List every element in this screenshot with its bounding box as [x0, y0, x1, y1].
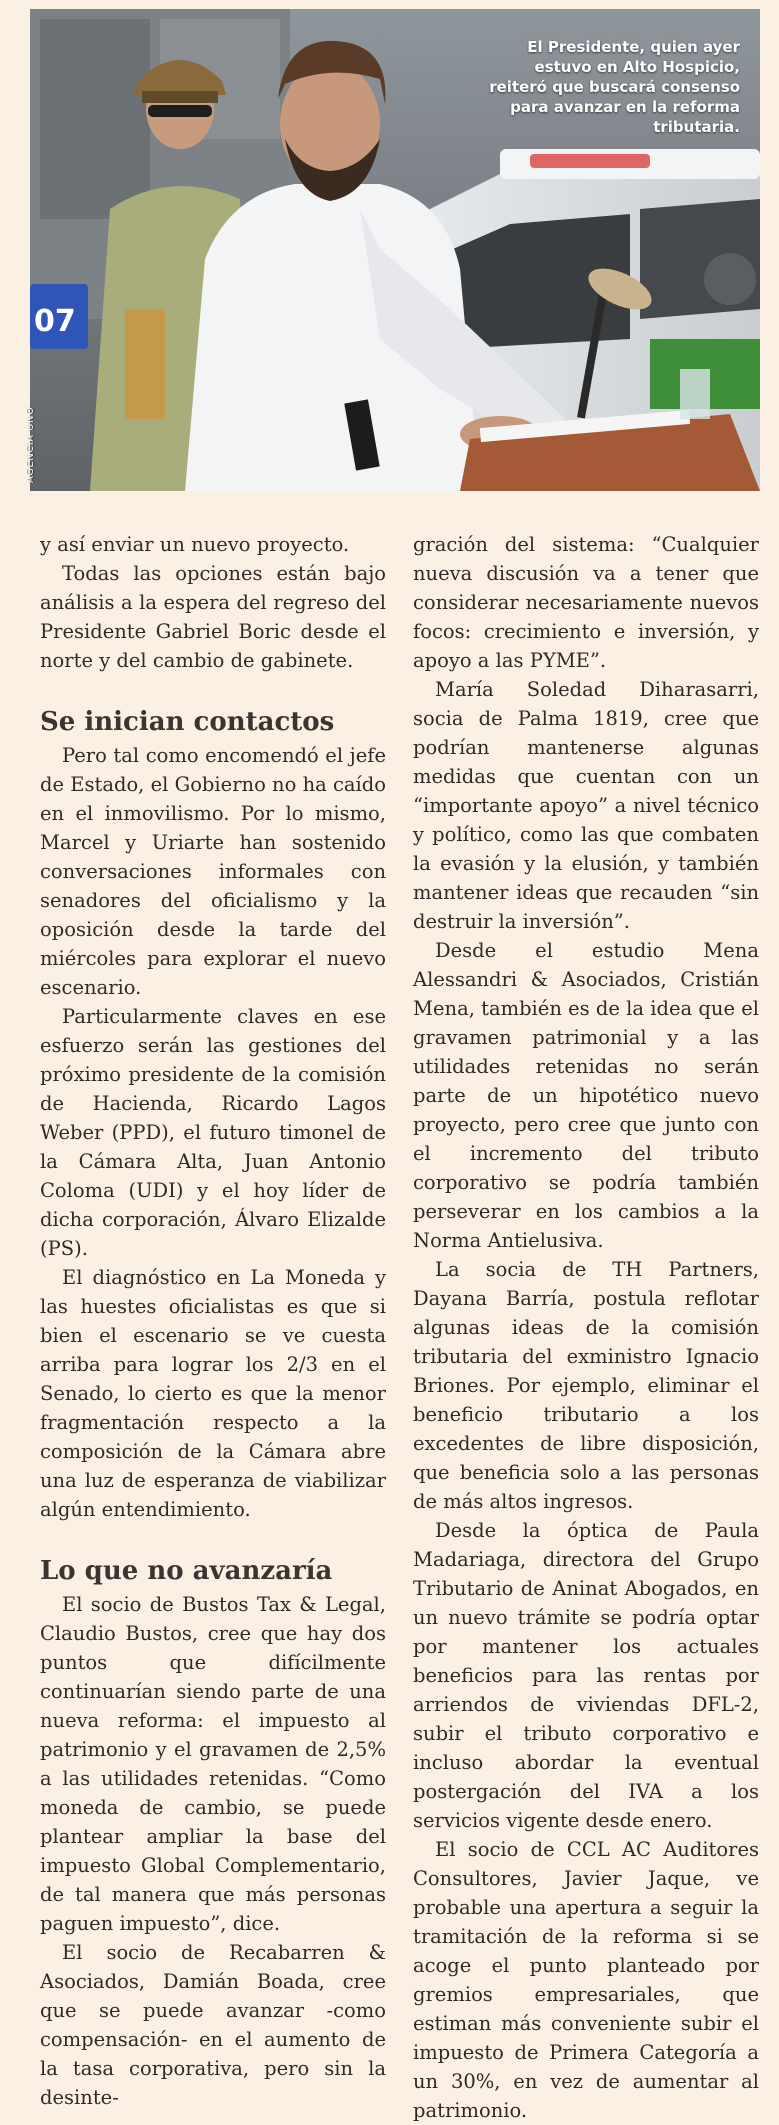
paragraph: y así enviar un nuevo proyecto.	[40, 533, 350, 556]
paragraph: Pero tal como encomendó el jefe de Estado, el Gobierno no ha caído en el inmovilismo. Por lo mismo, Marcel y Uriarte han sostenido conversaciones informales con senadores del oficialismo y la oposición desde la tarde del miércoles para explorar el nuevo escenario.	[40, 744, 386, 999]
sign-text: 07	[34, 304, 76, 339]
paragraph: El socio de CCL AC Auditores Consultores, Javier Jaque, ve probable una apertura a seguir la tramitación de la reforma si se acoge el punto planteado por gremios empresariales, que estiman más conveniente subir el impuesto de Primera Categoría a un 30%, en vez de aumentar al patrimonio.	[413, 1838, 759, 2122]
article-column-left	[40, 530, 386, 2112]
paragraph: gración del sistema: “Cualquier nueva discusión va a tener que considerar necesariamente nuevos focos: crecimiento e inversión, y apoyo a las PYME”.	[413, 533, 759, 672]
article-column-right	[413, 530, 759, 2125]
section-heading: Lo que no avanzaría	[40, 1556, 333, 1586]
paragraph: Todas las opciones están bajo análisis a la espera del regreso del Presidente Gabriel Boric desde el norte y del cambio de gabinete.	[40, 562, 386, 672]
paragraph: Particularmente claves en ese esfuerzo serán las gestiones del próximo presidente de la comisión de Hacienda, Ricardo Lagos Weber (PPD), el futuro timonel de la Cámara Alta, Juan Antonio Coloma (UDI) y el hoy líder de dicha corporación, Álvaro Elizalde (PS).	[40, 1005, 386, 1260]
paragraph: El socio de Recabarren & Asociados, Damián Boada, cree que se puede avanzar -como compensación- en el aumento de la tasa corporativa, pero sin la desinte-	[40, 1941, 386, 2109]
paragraph: Desde la óptica de Paula Madariaga, directora del Grupo Tributario de Aninat Abogados, en un nuevo trámite se podría optar por mantener los actuales beneficios para las rentas por arriendos de viviendas DFL-2, subir el tributo corporativo e incluso abordar la eventual postergación del IVA a los servicios vigente desde enero.	[413, 1519, 759, 1832]
photo-caption: El Presidente, quien ayer estuvo en Alto Hospicio, reiteró que buscará consenso para avanzar en la reforma tributaria.	[489, 38, 740, 136]
paragraph: La socia de TH Partners, Dayana Barría, postula reflotar algunas ideas de la comisión tributaria del exministro Ignacio Briones. Por ejemplo, eliminar el beneficio tributario a los excedentes de libre disposición, que beneficia solo a las personas de más altos ingresos.	[413, 1258, 759, 1513]
paragraph: Desde el estudio Mena Alessandri & Asociados, Cristián Mena, también es de la idea que el gravamen patrimonial y a las utilidades retenidas no serán parte de un hipotético nuevo proyecto, pero cree que junto con el incremento del tributo corporativo se podría también perseverar en los cambios a la Norma Antielusiva.	[413, 939, 759, 1252]
paragraph: El diagnóstico en La Moneda y las huestes oficialistas es que si bien el escenario se ve cuesta arriba para lograr los 2/3 en el Senado, lo cierto es que la menor fragmentación respecto a la composición de la Cámara abre una luz de esperanza de viabilizar algún entendimiento.	[40, 1266, 386, 1521]
paragraph: María Soledad Diharasarri, socia de Palma 1819, cree que podrían mantenerse algunas medidas que cuentan con un “importante apoyo” a nivel técnico y político, como las que combaten la evasión y la elusión, y también mantener ideas que recauden “sin destruir la inversión”.	[413, 678, 759, 933]
paragraph: El socio de Bustos Tax & Legal, Claudio Bustos, cree que hay dos puntos que difícilmente continuarían siendo parte de una nueva reforma: el impuesto al patrimonio y el gravamen de 2,5% a las utilidades retenidas. “Como moneda de cambio, se puede plantear ampliar la base del impuesto Global Complementario, de tal manera que más personas paguen impuesto”, dice.	[40, 1593, 386, 1935]
photo-credit: AGENCIA UNO	[25, 406, 36, 483]
section-heading: Se inician contactos	[40, 707, 335, 737]
news-photo	[25, 9, 760, 491]
